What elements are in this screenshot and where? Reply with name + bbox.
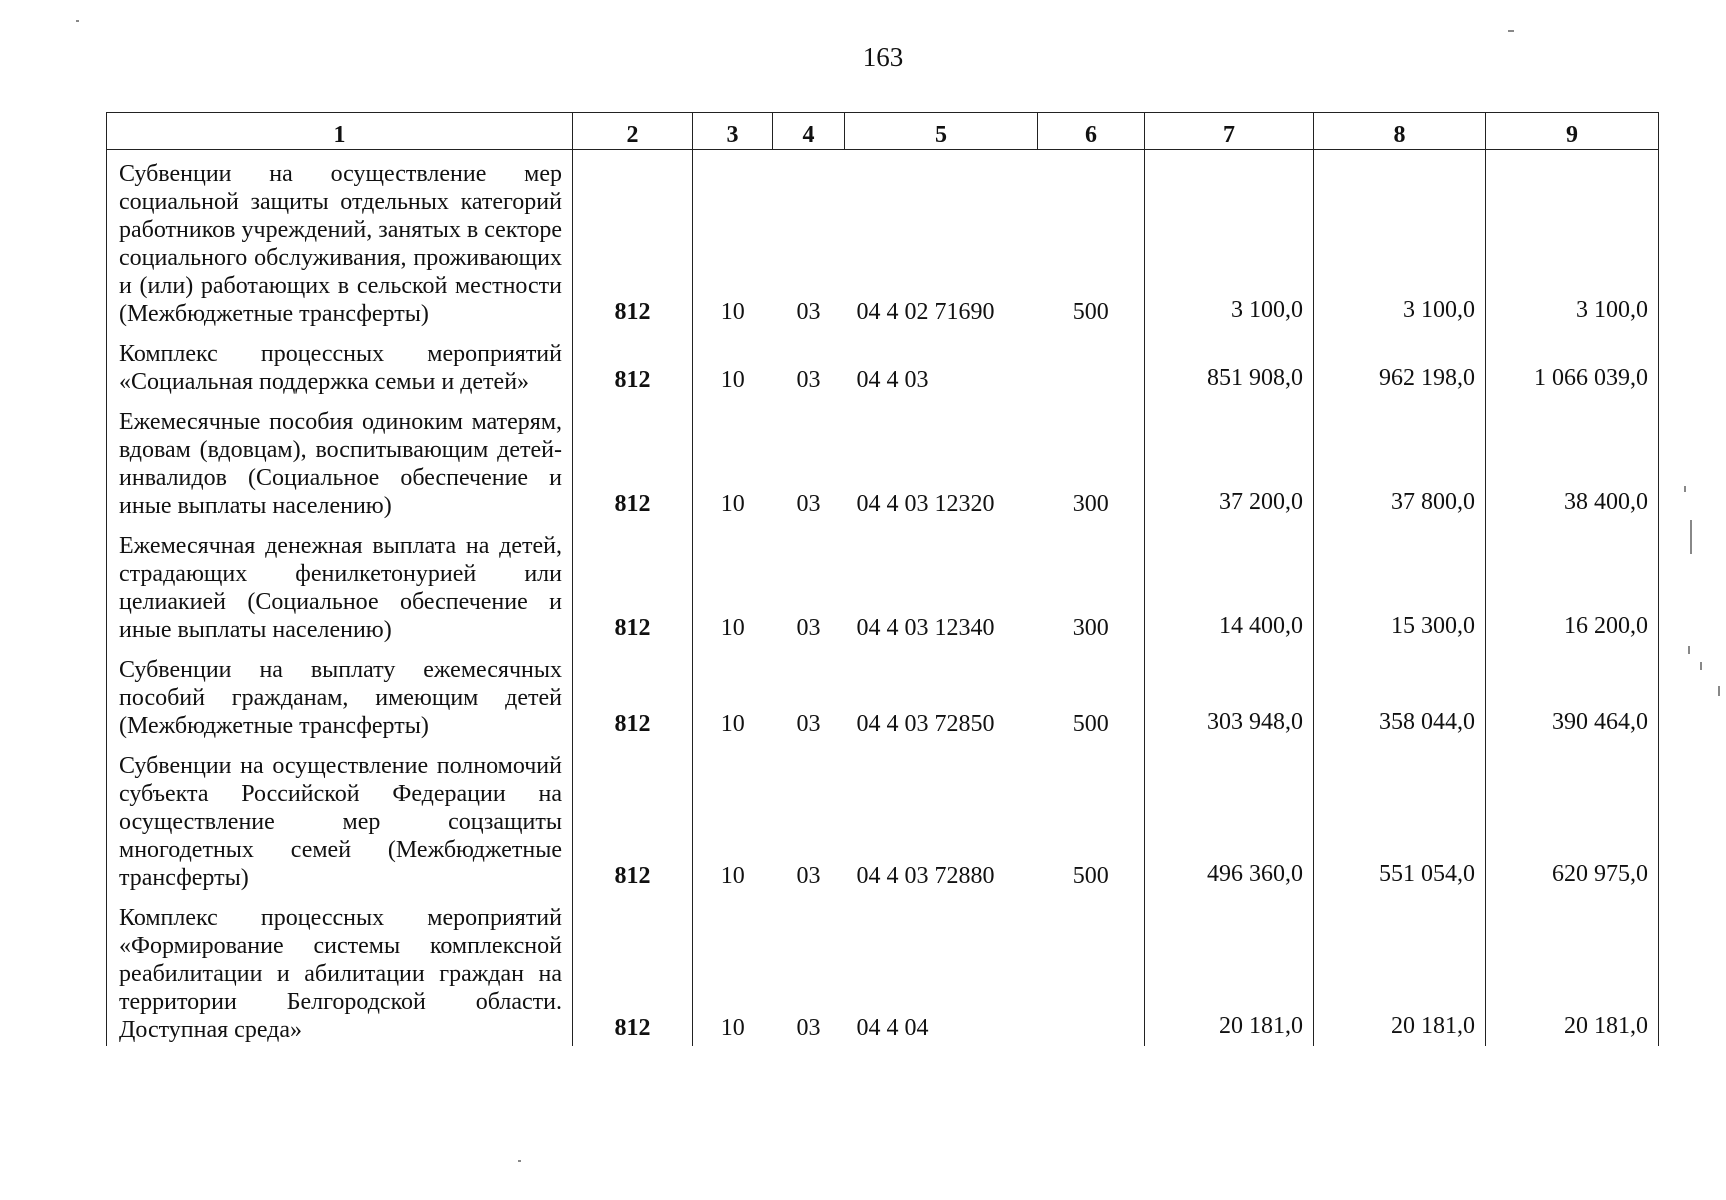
subsection-code: 03	[796, 367, 821, 393]
article-code: 04 4 02 71690	[856, 299, 995, 325]
row-name: Субвенции на осуществление мер социальной защиты отдельных категорий работников учреждений, занятых в секторе социального обслуживания, проживающих и (или) работающих в сельской местности (Межбюджетные трансферты)	[107, 150, 573, 331]
section-code: 10	[720, 1015, 745, 1041]
scan-artifact	[1690, 520, 1692, 554]
amount-year-2: 962 198,0	[1314, 330, 1486, 398]
amount-year-1: 20 181,0	[1145, 894, 1314, 1046]
admin-code: 812	[573, 330, 693, 398]
amount-year-3: 38 400,0	[1486, 398, 1659, 522]
section-code: 10	[720, 491, 745, 517]
section-code: 10	[720, 711, 745, 737]
article-code: 04 4 03	[856, 367, 929, 393]
header-cell: 3	[693, 113, 773, 150]
amount-year-2: 37 800,0	[1314, 398, 1486, 522]
table-row	[107, 330, 1659, 398]
scan-artifact	[518, 1160, 521, 1162]
subsection-code: 03	[796, 299, 821, 325]
amount-year-3: 3 100,0	[1486, 150, 1659, 331]
amount-year-1: 37 200,0	[1145, 398, 1314, 522]
header-cell: 8	[1314, 113, 1486, 150]
amount-year-2: 15 300,0	[1314, 522, 1486, 646]
amount-year-3: 16 200,0	[1486, 522, 1659, 646]
section-code: 10	[720, 863, 745, 889]
article-code: 04 4 03 12320	[856, 491, 995, 517]
header-cell: 1	[107, 113, 573, 150]
expense-type-code: 500	[1038, 646, 1145, 742]
admin-code: 812	[573, 646, 693, 742]
expense-type-code: 500	[1038, 742, 1145, 894]
expense-type-code	[1038, 330, 1145, 398]
scan-artifact	[1718, 686, 1720, 696]
table-row	[107, 894, 1659, 1046]
subsection-code: 03	[796, 491, 821, 517]
amount-year-3: 1 066 039,0	[1486, 330, 1659, 398]
article-code: 04 4 04	[856, 1015, 929, 1041]
section-code: 10	[720, 299, 745, 325]
table-row	[107, 398, 1659, 522]
scan-artifact	[1508, 30, 1514, 32]
scan-artifact	[1684, 486, 1686, 492]
amount-year-2: 551 054,0	[1314, 742, 1486, 894]
admin-code: 812	[573, 150, 693, 331]
article-code: 04 4 03 72850	[856, 711, 995, 737]
amount-year-3: 390 464,0	[1486, 646, 1659, 742]
amount-year-1: 496 360,0	[1145, 742, 1314, 894]
header-cell: 6	[1038, 113, 1145, 150]
subsection-code: 03	[796, 863, 821, 889]
page-number: 163	[862, 42, 904, 72]
amount-year-1: 303 948,0	[1145, 646, 1314, 742]
row-name: Субвенции на выплату ежемесячных пособий гражданам, имеющим детей (Межбюджетные трансферты)	[107, 646, 573, 742]
header-cell: 2	[573, 113, 693, 150]
amount-year-3: 620 975,0	[1486, 742, 1659, 894]
expense-type-code	[1038, 894, 1145, 1046]
row-name: Ежемесячные пособия одиноким матерям, вдовам (вдовцам), воспитывающим детей-инвалидов (Социальное обеспечение и иные выплаты населению)	[107, 398, 573, 522]
header-cell: 4	[773, 113, 845, 150]
expense-type-code: 300	[1038, 522, 1145, 646]
subsection-code: 03	[796, 711, 821, 737]
admin-code: 812	[573, 742, 693, 894]
article-code: 04 4 03 72880	[856, 863, 995, 889]
header-row	[107, 113, 1659, 150]
scan-artifact	[1700, 662, 1702, 670]
amount-year-2: 358 044,0	[1314, 646, 1486, 742]
budget-table	[106, 112, 1659, 1046]
admin-code: 812	[573, 894, 693, 1046]
amount-year-1: 14 400,0	[1145, 522, 1314, 646]
header-cell: 7	[1145, 113, 1314, 150]
scan-artifact	[1688, 646, 1690, 654]
table-row	[107, 150, 1659, 331]
admin-code: 812	[573, 522, 693, 646]
table-row	[107, 646, 1659, 742]
row-name: Субвенции на осуществление полномочий субъекта Российской Федерации на осуществление мер соцзащиты многодетных семей (Межбюджетные трансферты)	[107, 742, 573, 894]
amount-year-2: 20 181,0	[1314, 894, 1486, 1046]
row-name: Комплекс процессных мероприятий «Социальная поддержка семьи и детей»	[107, 330, 573, 398]
expense-type-code: 500	[1038, 150, 1145, 331]
scan-artifact	[76, 20, 79, 22]
row-name: Комплекс процессных мероприятий «Формирование системы комплексной реабилитации и абилитации граждан на территории Белгородской области. Доступная среда»	[107, 894, 573, 1046]
subsection-code: 03	[796, 615, 821, 641]
section-code: 10	[720, 367, 745, 393]
expense-type-code: 300	[1038, 398, 1145, 522]
amount-year-2: 3 100,0	[1314, 150, 1486, 331]
amount-year-1: 3 100,0	[1145, 150, 1314, 331]
table-row	[107, 522, 1659, 646]
article-code: 04 4 03 12340	[856, 615, 995, 641]
table-row	[107, 742, 1659, 894]
header-cell: 9	[1486, 113, 1659, 150]
admin-code: 812	[573, 398, 693, 522]
header-cell: 5	[845, 113, 1038, 150]
row-name: Ежемесячная денежная выплата на детей, страдающих фенилкетонурией или целиакией (Социальное обеспечение и иные выплаты населению)	[107, 522, 573, 646]
subsection-code: 03	[796, 1015, 821, 1041]
section-code: 10	[720, 615, 745, 641]
amount-year-1: 851 908,0	[1145, 330, 1314, 398]
amount-year-3: 20 181,0	[1486, 894, 1659, 1046]
